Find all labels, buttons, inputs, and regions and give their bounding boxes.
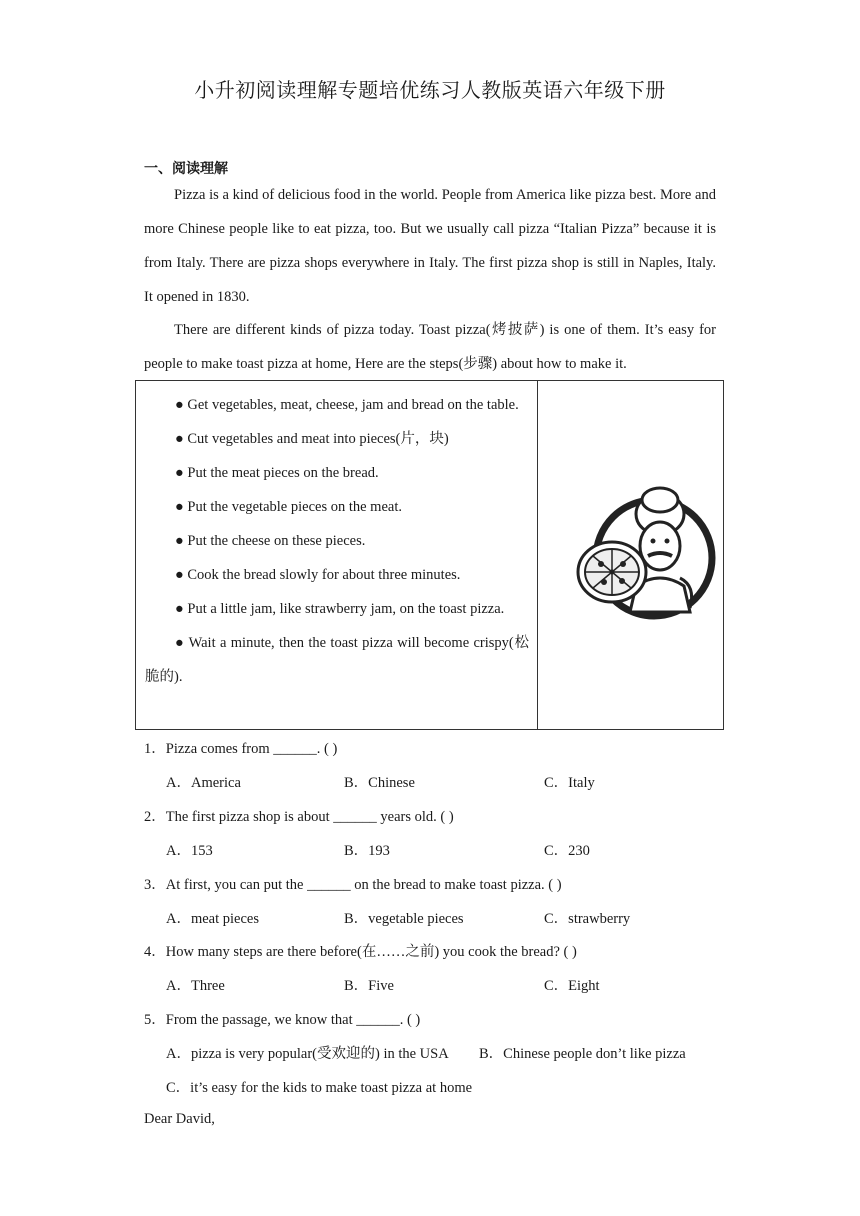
step-item: ● Put a little jam, like strawberry jam, on the toast pizza.: [175, 601, 505, 617]
passage-paragraph-2: There are different kinds of pizza today. Toast pizza(烤披萨) is one of them. It’s easy for people to make toast pizza at home, Here are the steps(步骤) about how to make it.: [144, 322, 716, 372]
step-item: ● Wait a minute, then the toast pizza will become crispy(松脆的).: [145, 635, 529, 685]
option-b[interactable]: B．vegetable pieces: [344, 911, 464, 927]
option-b[interactable]: B．Five: [344, 978, 394, 994]
option-a[interactable]: A．153: [166, 843, 213, 859]
option-b[interactable]: B．193: [344, 843, 390, 859]
question-4: 4．How many steps are there before(在……之前) you cook the bread? ( ): [144, 944, 577, 960]
next-passage-greeting: Dear David,: [144, 1111, 215, 1127]
steps-list: [136, 381, 538, 729]
section-heading: 一、阅读理解: [144, 161, 228, 177]
passage-paragraph-1: Pizza is a kind of delicious food in the world. People from America like pizza best. More and more Chinese people like to eat pizza, too. But we usually call pizza “Italian Pizza” because it is from Italy. There are pizza shops everywhere in Italy. The first pizza shop is still in Naples, Italy. It opened in 1830.: [144, 187, 716, 305]
step-item: ● Put the vegetable pieces on the meat.: [175, 499, 402, 515]
page-title: 小升初阅读理解专题培优练习人教版英语六年级下册: [194, 78, 666, 102]
chef-holding-pizza-icon: [576, 486, 716, 621]
option-c[interactable]: C．Italy: [544, 775, 595, 791]
question-5: 5．From the passage, we know that ______. ( ): [144, 1012, 421, 1028]
steps-table: [135, 380, 724, 730]
step-item: ● Get vegetables, meat, cheese, jam and bread on the table.: [175, 397, 519, 413]
option-b[interactable]: B．Chinese: [344, 775, 415, 791]
option-a[interactable]: A．pizza is very popular(受欢迎的) in the USA: [166, 1046, 449, 1062]
step-item: ● Cut vegetables and meat into pieces(片，块): [175, 431, 449, 447]
option-a[interactable]: A．Three: [166, 978, 225, 994]
option-c[interactable]: C．Eight: [544, 978, 600, 994]
option-b[interactable]: B．Chinese people don’t like pizza: [479, 1046, 686, 1062]
option-c[interactable]: C．it’s easy for the kids to make toast pizza at home: [166, 1080, 473, 1096]
step-item: ● Put the cheese on these pieces.: [175, 533, 366, 549]
question-2: 2．The first pizza shop is about ______ years old. ( ): [144, 809, 454, 825]
option-c[interactable]: C．230: [544, 843, 590, 859]
step-item: ● Cook the bread slowly for about three minutes.: [175, 567, 461, 583]
option-a[interactable]: A．America: [166, 775, 241, 791]
option-c[interactable]: C．strawberry: [544, 911, 631, 927]
option-a[interactable]: A．meat pieces: [166, 911, 260, 927]
question-1: 1．Pizza comes from ______. ( ): [144, 741, 338, 757]
step-item: ● Put the meat pieces on the bread.: [175, 465, 379, 481]
illustration-cell: [538, 381, 723, 729]
question-3: 3．At first, you can put the ______ on the bread to make toast pizza. ( ): [144, 877, 562, 893]
